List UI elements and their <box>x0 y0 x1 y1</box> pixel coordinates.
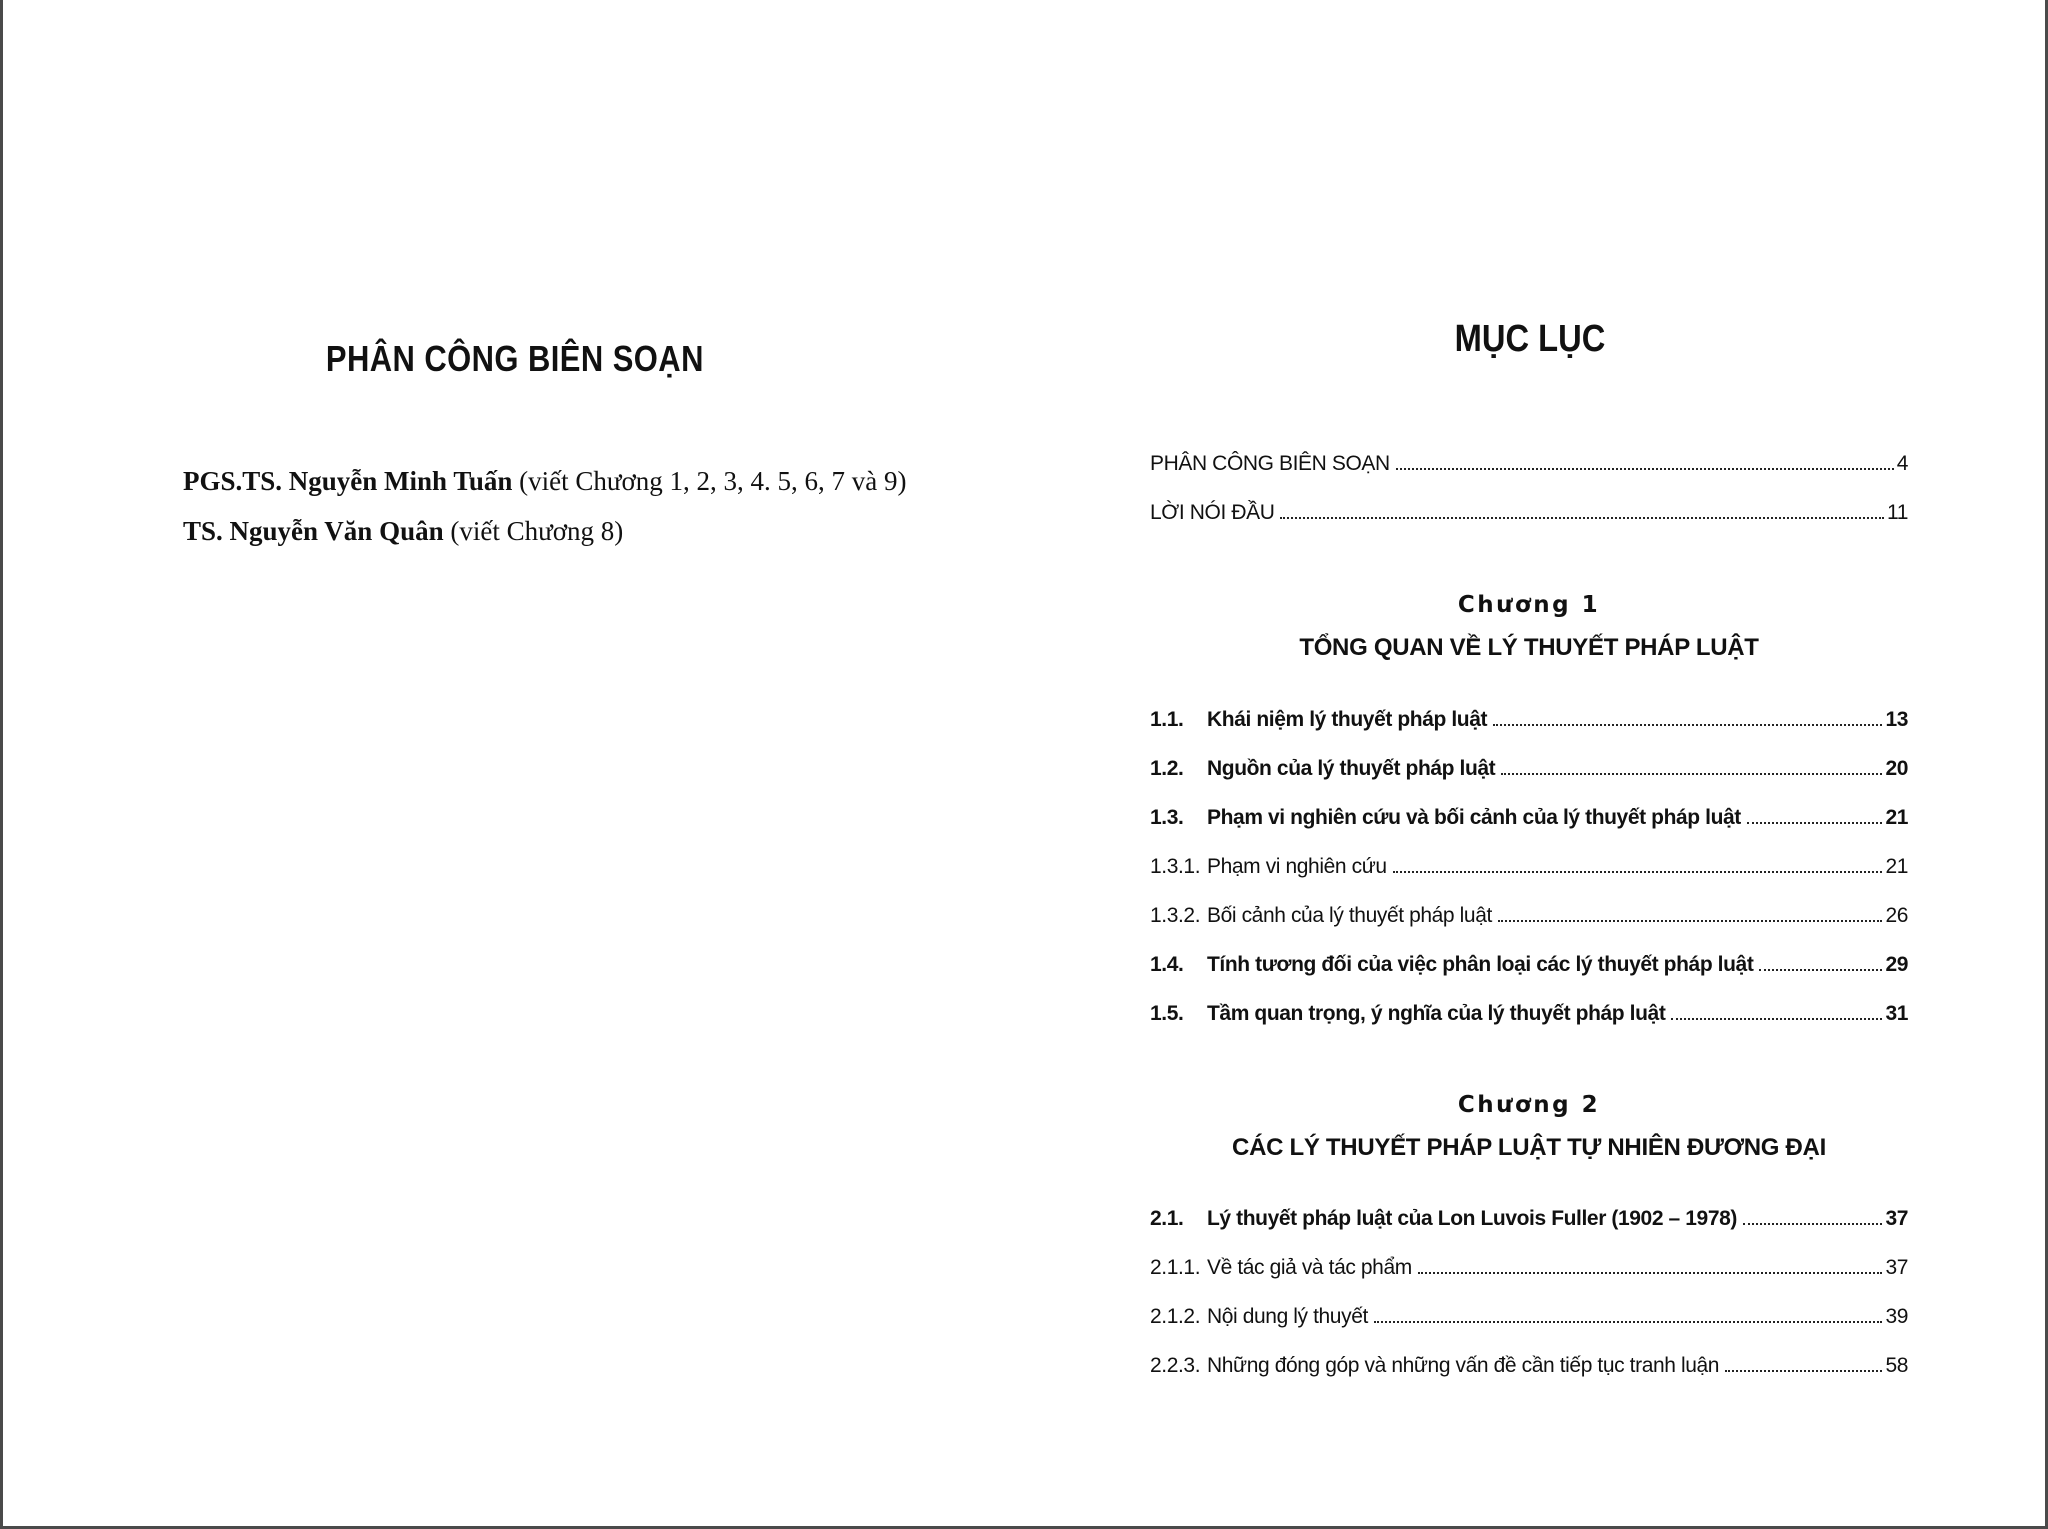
toc-entry[interactable] <box>1150 1201 1908 1231</box>
toc-entry-page: 26 <box>1885 904 1908 927</box>
page-title: PHÂN CÔNG BIÊN SOẠN <box>325 338 704 379</box>
toc-entry[interactable] <box>1150 800 1908 830</box>
toc-entry-number: 2.1.2. <box>1150 1305 1201 1328</box>
dot-leader <box>1759 968 1882 971</box>
toc-entry-page: 58 <box>1885 1354 1908 1377</box>
author-role: (viết Chương 8) <box>443 516 624 546</box>
toc-entry[interactable] <box>1150 446 1908 476</box>
author-name: PGS.TS. Nguyễn Minh Tuấn <box>183 466 513 496</box>
toc-entry-page: 29 <box>1885 953 1908 976</box>
chapter-label: Chương 2 <box>1457 1092 1601 1118</box>
toc-entry-label: Tính tương đối của việc phân loại các lý thuyết pháp luật <box>1207 953 1754 976</box>
toc-entry[interactable] <box>1150 1250 1908 1280</box>
toc-entry-number: 1.2. <box>1150 757 1184 780</box>
toc-entry[interactable] <box>1150 495 1908 525</box>
chapter-label: Chương 1 <box>1457 592 1601 618</box>
dot-leader <box>1498 919 1883 922</box>
toc-entry-number: 2.2.3. <box>1150 1354 1201 1377</box>
toc-entry-label: Những đóng góp và những vấn đề cần tiếp tục tranh luận <box>1207 1354 1720 1377</box>
chapter-title: TỔNG QUAN VỀ LÝ THUYẾT PHÁP LUẬT <box>1299 634 1759 661</box>
author-line <box>183 466 907 497</box>
toc-entry-label: Về tác giả và tác phẩm <box>1207 1256 1412 1279</box>
dot-leader <box>1725 1369 1882 1372</box>
toc-entry-page: 21 <box>1885 855 1908 878</box>
dot-leader <box>1280 516 1884 519</box>
toc-entry-label: PHÂN CÔNG BIÊN SOẠN <box>1150 452 1390 475</box>
toc-entry-number: 1.3. <box>1150 806 1184 829</box>
toc-entry-number: 2.1.1. <box>1150 1256 1201 1279</box>
author-role: (viết Chương 1, 2, 3, 4. 5, 6, 7 và 9) <box>512 466 907 496</box>
toc-entry-page: 39 <box>1885 1305 1908 1328</box>
dot-leader <box>1418 1271 1883 1274</box>
chapter-title: CÁC LÝ THUYẾT PHÁP LUẬT TỰ NHIÊN ĐƯƠNG ĐẠI <box>1232 1134 1826 1161</box>
dot-leader <box>1501 772 1882 775</box>
toc-entry[interactable] <box>1150 947 1908 977</box>
toc-entry-page: 11 <box>1887 501 1908 524</box>
toc-entry-number: 1.3.1. <box>1150 855 1201 878</box>
toc-entry[interactable] <box>1150 849 1908 879</box>
toc-entry-label: Tầm quan trọng, ý nghĩa của lý thuyết pháp luật <box>1207 1002 1666 1025</box>
toc-entry[interactable] <box>1150 1348 1908 1378</box>
toc-entry[interactable] <box>1150 996 1908 1026</box>
toc-title: MỤC LỤC <box>1454 318 1606 360</box>
toc-entry-page: 21 <box>1885 806 1908 829</box>
toc-entry-label: LỜI NÓI ĐẦU <box>1150 501 1275 524</box>
dot-leader <box>1374 1320 1883 1323</box>
toc-entry-number: 1.4. <box>1150 953 1184 976</box>
dot-leader <box>1747 821 1883 824</box>
left-border <box>0 0 3 1529</box>
toc-entry-number: 1.3.2. <box>1150 904 1201 927</box>
toc-entry-page: 20 <box>1885 757 1908 780</box>
toc-entry-label: Lý thuyết pháp luật của Lon Luvois Fuller (1902 – 1978) <box>1207 1207 1737 1230</box>
toc-entry-label: Nội dung lý thuyết <box>1207 1305 1368 1328</box>
author-line <box>183 516 623 547</box>
toc-entry-page: 31 <box>1885 1002 1908 1025</box>
toc-entry-label: Bối cảnh của lý thuyết pháp luật <box>1207 904 1492 927</box>
toc-entry-number: 2.1. <box>1150 1207 1184 1230</box>
author-name: TS. Nguyễn Văn Quân <box>183 516 444 546</box>
toc-entry-page: 37 <box>1885 1207 1908 1230</box>
dot-leader <box>1493 723 1882 726</box>
dot-leader <box>1393 870 1883 873</box>
toc-entry-label: Phạm vi nghiên cứu và bối cảnh của lý thuyết pháp luật <box>1207 806 1741 829</box>
toc-entry-number: 1.1. <box>1150 708 1184 731</box>
toc-entry-page: 4 <box>1896 452 1908 475</box>
toc-entry-page: 37 <box>1885 1256 1908 1279</box>
toc-entry-page: 13 <box>1885 708 1908 731</box>
toc-entry-label: Phạm vi nghiên cứu <box>1207 855 1387 878</box>
toc-entry[interactable] <box>1150 751 1908 781</box>
toc-entry[interactable] <box>1150 898 1908 928</box>
toc-entry[interactable] <box>1150 1299 1908 1329</box>
dot-leader <box>1743 1222 1882 1225</box>
toc-entry-number: 1.5. <box>1150 1002 1184 1025</box>
dot-leader <box>1671 1017 1882 1020</box>
toc-entry-label: Khái niệm lý thuyết pháp luật <box>1207 708 1488 731</box>
toc-entry[interactable] <box>1150 702 1908 732</box>
dot-leader <box>1396 467 1894 470</box>
toc-entry-label: Nguồn của lý thuyết pháp luật <box>1207 757 1496 780</box>
